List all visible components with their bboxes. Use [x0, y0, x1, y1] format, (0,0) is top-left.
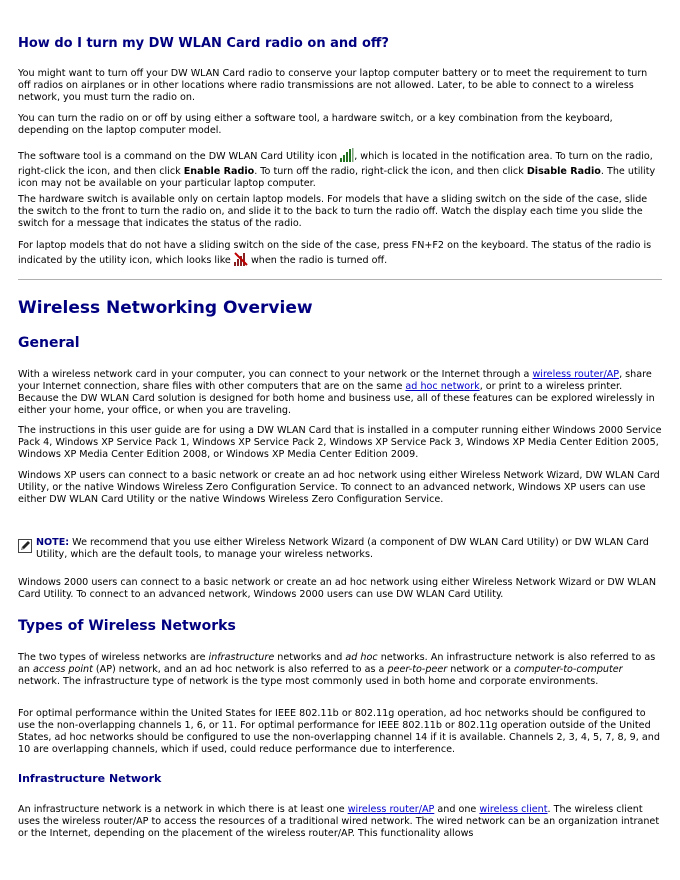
- section-divider: [18, 279, 662, 280]
- radio-paragraph-3: The software tool is a command on the DW WLAN Card Utility icon , which is located in the notification area. To turn on the radio, right-click the icon, and then click Enable Radio. To turn off the radio, right-click the icon, and then click Disable Radio. The utility icon may not be available on your particular laptop computer.: [18, 148, 662, 190]
- note-box: NOTE: We recommend that you use either Wireless Network Wizard (a component of DW WLAN Card Utility) or DW WLAN Card Utility, which are the default tools, to manage your wireless networks.: [18, 537, 662, 561]
- general-heading: General: [18, 335, 80, 351]
- overview-title: Wireless Networking Overview: [18, 298, 313, 318]
- general-paragraph-2: The instructions in this user guide are for using a DW WLAN Card that is installed in a computer running either Windows 2000 Service Pack 4, Windows XP Service Pack 1, Windows XP Service Pack 2, Windows XP Service Pack 3, Windows XP Media Center Edition 2005, Windows XP Media Center Edition 2008, or Windows XP Media Center Edition 2009.: [18, 425, 662, 460]
- radio-section-title: How do I turn my DW WLAN Card radio on and off?: [18, 36, 389, 51]
- radio-paragraph-2: You can turn the radio on or off by using either a software tool, a hardware switch, or a key combination from the keyboard, depending on the laptop computer model.: [18, 113, 613, 136]
- signal-off-icon: [234, 252, 248, 270]
- general-paragraph-3: Windows XP users can connect to a basic network or create an ad hoc network using either Wireless Network Wizard, DW WLAN Card Utility, or the native Windows Wireless Zero Configuration Service. To connect to an advanced network, Windows XP users can use either DW WLAN Card Utility or the native Windows Wireless Zero Configuration Service.: [18, 470, 660, 505]
- note-label: NOTE:: [36, 537, 70, 548]
- types-paragraph-1: The two types of wireless networks are infrastructure networks and ad hoc networks. An infrastructure network is also referred to as an access point (AP) network, and an ad hoc network is also referred to as a peer-to-peer network or a computer-to-computer network. The infrastructure type of network is the type most commonly used in both home and corporate environments.: [18, 652, 656, 687]
- types-heading: Types of Wireless Networks: [18, 618, 236, 634]
- infrastructure-paragraph-1: An infrastructure network is a network in which there is at least one wireless router/AP and one wireless client. The wireless client uses the wireless router/AP to access the resources of a traditional wired network. The wired network can be an organization intranet or the Internet, depending on the placement of the wireless router/AP. This functionality allows: [18, 804, 660, 839]
- wireless-client-link[interactable]: wireless client: [479, 804, 548, 815]
- wireless-router-ap-link[interactable]: wireless router/AP: [532, 369, 620, 380]
- types-paragraph-2: For optimal performance within the United States for IEEE 802.11b or 802.11g operation, ad hoc networks should be configured to use the non-overlapping channels 1, 6, or 11. For optimal performance for IEEE 802.11b or 802.11g operation outside of the United States, ad hoc networks should be configured to use the non-overlapping channel 14 if it is available. Channels 2, 3, 4, 5, 7, 8, 9, and 10 are overlapping channels, which if used, could reduce performance due to interference.: [18, 708, 660, 755]
- ad-hoc-network-link[interactable]: ad hoc network: [405, 381, 480, 392]
- radio-paragraph-5: For laptop models that do not have a sliding switch on the side of the case, press FN+F2 on the keyboard. The status of the radio is indicated by the utility icon, which looks like when the radio is turned off.: [18, 240, 662, 270]
- infra-wireless-router-ap-link[interactable]: wireless router/AP: [347, 804, 435, 815]
- signal-bars-icon: [340, 148, 354, 166]
- general-paragraph-4: Windows 2000 users can connect to a basic network or create an ad hoc network using either Wireless Network Wizard or DW WLAN Card Utility. To connect to an advanced network, Windows 2000 users can use DW WLAN Card Utility.: [18, 577, 657, 600]
- radio-paragraph-1: You might want to turn off your DW WLAN Card radio to conserve your laptop computer battery or to meet the requirement to turn off radios on airplanes or in other locations where radio transmissions are not allowed. Later, to be able to connect to a wireless network, you must turn the radio on.: [18, 68, 648, 103]
- radio-paragraph-4: The hardware switch is available only on certain laptop models. For models that have a sliding switch on the side of the case, slide the switch to the front to turn the radio on, and slide it to the back to turn the radio off. Watch the display each time you slide the switch for a message that indicates the status of the radio.: [18, 194, 648, 229]
- general-paragraph-1: With a wireless network card in your computer, you can connect to your network or the Internet through a wireless router/AP, share your Internet connection, share files with other computers that are on the same ad hoc network, or print to a wireless printer. Because the DW WLAN Card solution is designed for both home and business use, all of these features can be explored wirelessly in either your home, your office, or when you are traveling.: [18, 369, 655, 416]
- infrastructure-heading: Infrastructure Network: [18, 772, 162, 785]
- note-pencil-icon: [18, 538, 32, 552]
